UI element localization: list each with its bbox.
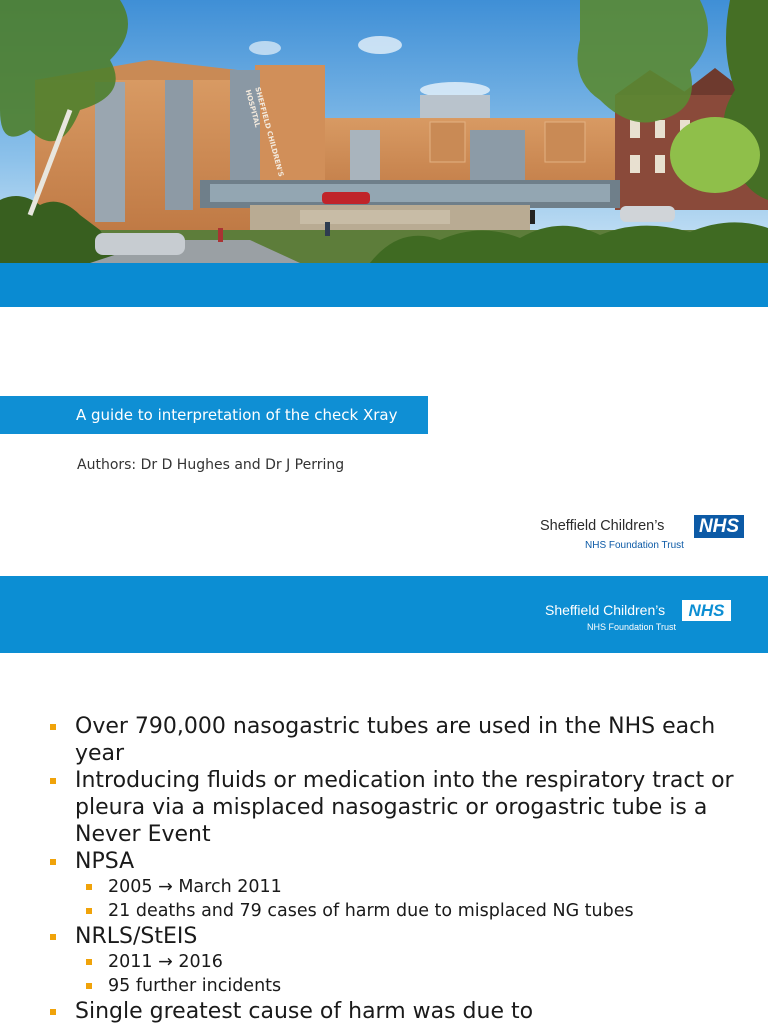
trust-logo-header: [545, 600, 731, 636]
content-slide: [0, 576, 768, 1024]
nhs-logo-badge: NHS: [682, 600, 731, 621]
presentation-title: A guide to interpretation of the check Xray: [76, 406, 398, 424]
nhs-logo-badge: NHS: [694, 515, 744, 538]
sub-bullet-item: [0, 899, 768, 923]
bullet-marker-icon: [50, 724, 56, 730]
bullet-marker-icon: [50, 778, 56, 784]
bullet-text: Over 790,000 nasogastric tubes are used in the NHS each year: [75, 714, 716, 766]
sub-bullet-text: 21 deaths and 79 cases of harm due to misplaced NG tubes: [108, 901, 634, 921]
logo-trust-subtitle: NHS Foundation Trust: [585, 540, 684, 551]
bullet-item: [0, 767, 740, 848]
bullet-text: NRLS/StEIS: [75, 924, 198, 949]
bullet-text: Single greatest cause of harm was due to: [75, 999, 534, 1024]
sub-bullet-text: 2005 → March 2011: [108, 877, 282, 897]
logo-trust-name: Sheffield Children’s: [540, 518, 665, 534]
sub-bullet-text: 95 further incidents: [108, 976, 282, 996]
bullet-marker-icon: [86, 884, 92, 890]
logo-trust-subtitle: NHS Foundation Trust: [587, 622, 677, 632]
bullet-marker-icon: [50, 1009, 56, 1015]
bullet-item: [0, 713, 740, 767]
sub-bullet-text: 2011 → 2016: [108, 952, 223, 972]
building-sign: SHEFFIELD CHILDREN'S HOSPITAL: [243, 86, 285, 178]
sub-bullet-item: [0, 974, 768, 998]
authors-line: Authors: Dr D Hughes and Dr J Perring: [77, 457, 345, 473]
sub-bullet-item: [0, 950, 768, 974]
trust-logo: [540, 515, 744, 555]
logo-trust-name: Sheffield Children’s: [545, 602, 666, 618]
bullet-text: Introducing fluids or medication into the respiratory tract or pleura via a misplaced nasogastric or orogastric tube is a Never Event: [75, 768, 734, 847]
hospital-building-image: [0, 0, 768, 263]
slide-header-band: [0, 576, 768, 653]
bullet-marker-icon: [86, 908, 92, 914]
bullet-text: NPSA: [75, 849, 135, 874]
title-accent-band: [0, 263, 768, 307]
bullet-item: [0, 998, 740, 1024]
bullet-item: [0, 848, 740, 875]
bullet-marker-icon: [50, 934, 56, 940]
bullet-item: [0, 923, 740, 950]
bullet-marker-icon: [86, 959, 92, 965]
bullet-list: [0, 713, 768, 1024]
sub-bullet-item: [0, 875, 768, 899]
bullet-marker-icon: [50, 859, 56, 865]
bullet-marker-icon: [86, 983, 92, 989]
